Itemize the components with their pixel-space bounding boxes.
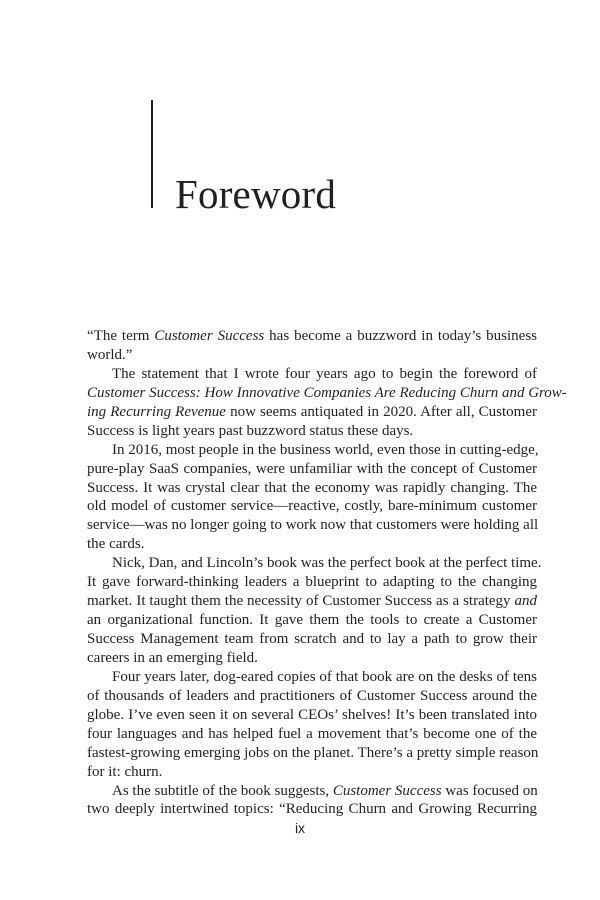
text: It gave forward-thinking leaders a blueprint to adapting to the changing [87,574,537,591]
text: was focused on [441,782,538,799]
text-line [87,535,537,554]
paragraph [87,554,542,668]
text-line [87,611,537,630]
italic-text: and [514,593,537,610]
text-line [87,422,537,441]
text-line [87,800,537,819]
text: old model of customer service—reactive, costly, bare-minimum customer [87,498,537,515]
text-line [87,479,537,498]
text: four languages and has helped fuel a movement that’s become one of the [87,725,537,742]
text-line [87,346,537,365]
paragraph [87,782,537,820]
text: Success. It was crystal clear that the economy was rapidly changing. The [87,479,537,496]
text: globe. I’ve even seen it on several CEOs’ shelves! It’s been translated into [87,706,537,723]
text: Four years later, dog-eared copies of that book are on the desks of tens [112,668,537,685]
italic-text: ing Recurring Revenue [87,403,226,420]
text-line [87,365,537,384]
text-line [87,744,537,763]
text-line [87,497,537,516]
text: market. It taught them the necessity of Customer Success as a strategy [87,593,515,610]
text-line [87,592,537,611]
text: fastest-growing emerging jobs on the planet. There’s a pretty simple reason [87,744,539,761]
text: Nick, Dan, and Lincoln’s book was the perfect book at the perfect time. [112,555,542,572]
text-line [87,649,537,668]
text: pure-play SaaS companies, were unfamiliar with the concept of Customer [87,460,537,477]
paragraph [87,441,537,555]
paragraph [87,668,537,782]
text: careers in an emerging field. [87,649,258,666]
text: has become a buzzword in today’s business [264,328,537,344]
text-line [87,706,537,725]
text-line [87,327,537,346]
body-text [87,327,567,819]
text: two deeply intertwined topics: “Reducing Churn and Growing Recurring [87,801,537,818]
paragraph [87,365,567,441]
chapter-rule [151,100,153,208]
text: The statement that I wrote four years ago to begin the foreword of [112,365,537,382]
text-line [87,630,537,649]
text-line [87,384,567,403]
text: for it: churn. [87,763,163,780]
text-line [87,403,537,422]
text-line [87,782,537,801]
text: Success is light years past buzzword status these days. [87,422,414,439]
paragraph [87,327,537,365]
text: As the subtitle of the book suggests, [112,782,333,799]
text: now seems antiquated in 2020. After all, Customer [225,403,537,420]
text-line [87,441,537,460]
text: an organizational function. It gave them the tools to create a Customer [87,612,537,629]
italic-text: Customer Success [332,782,442,799]
text: service—was no longer going to work now that customers were holding all [87,517,539,534]
text: In 2016, most people in the business world, even those in cutting-edge, [112,441,539,458]
text-line [87,687,537,706]
text: “The term [87,328,155,344]
text: world.” [87,346,133,363]
text-line [87,668,537,687]
text-line [87,554,542,573]
text-line [87,763,537,782]
text-line [87,573,537,592]
text-line [87,516,537,535]
page-number: ix [294,820,306,836]
text-line [87,725,537,744]
text-line [87,460,537,479]
text: Success Management team from scratch and to lay a path to grow their [87,631,537,647]
text: of thousands of leaders and practitioners of Customer Success around the [87,687,537,704]
text: the cards. [87,536,145,553]
italic-text: Customer Success: How Innovative Companies Are Reducing Churn and Grow- [87,384,567,401]
italic-text: Customer Success [154,328,265,344]
chapter-title: Foreword [175,171,337,217]
